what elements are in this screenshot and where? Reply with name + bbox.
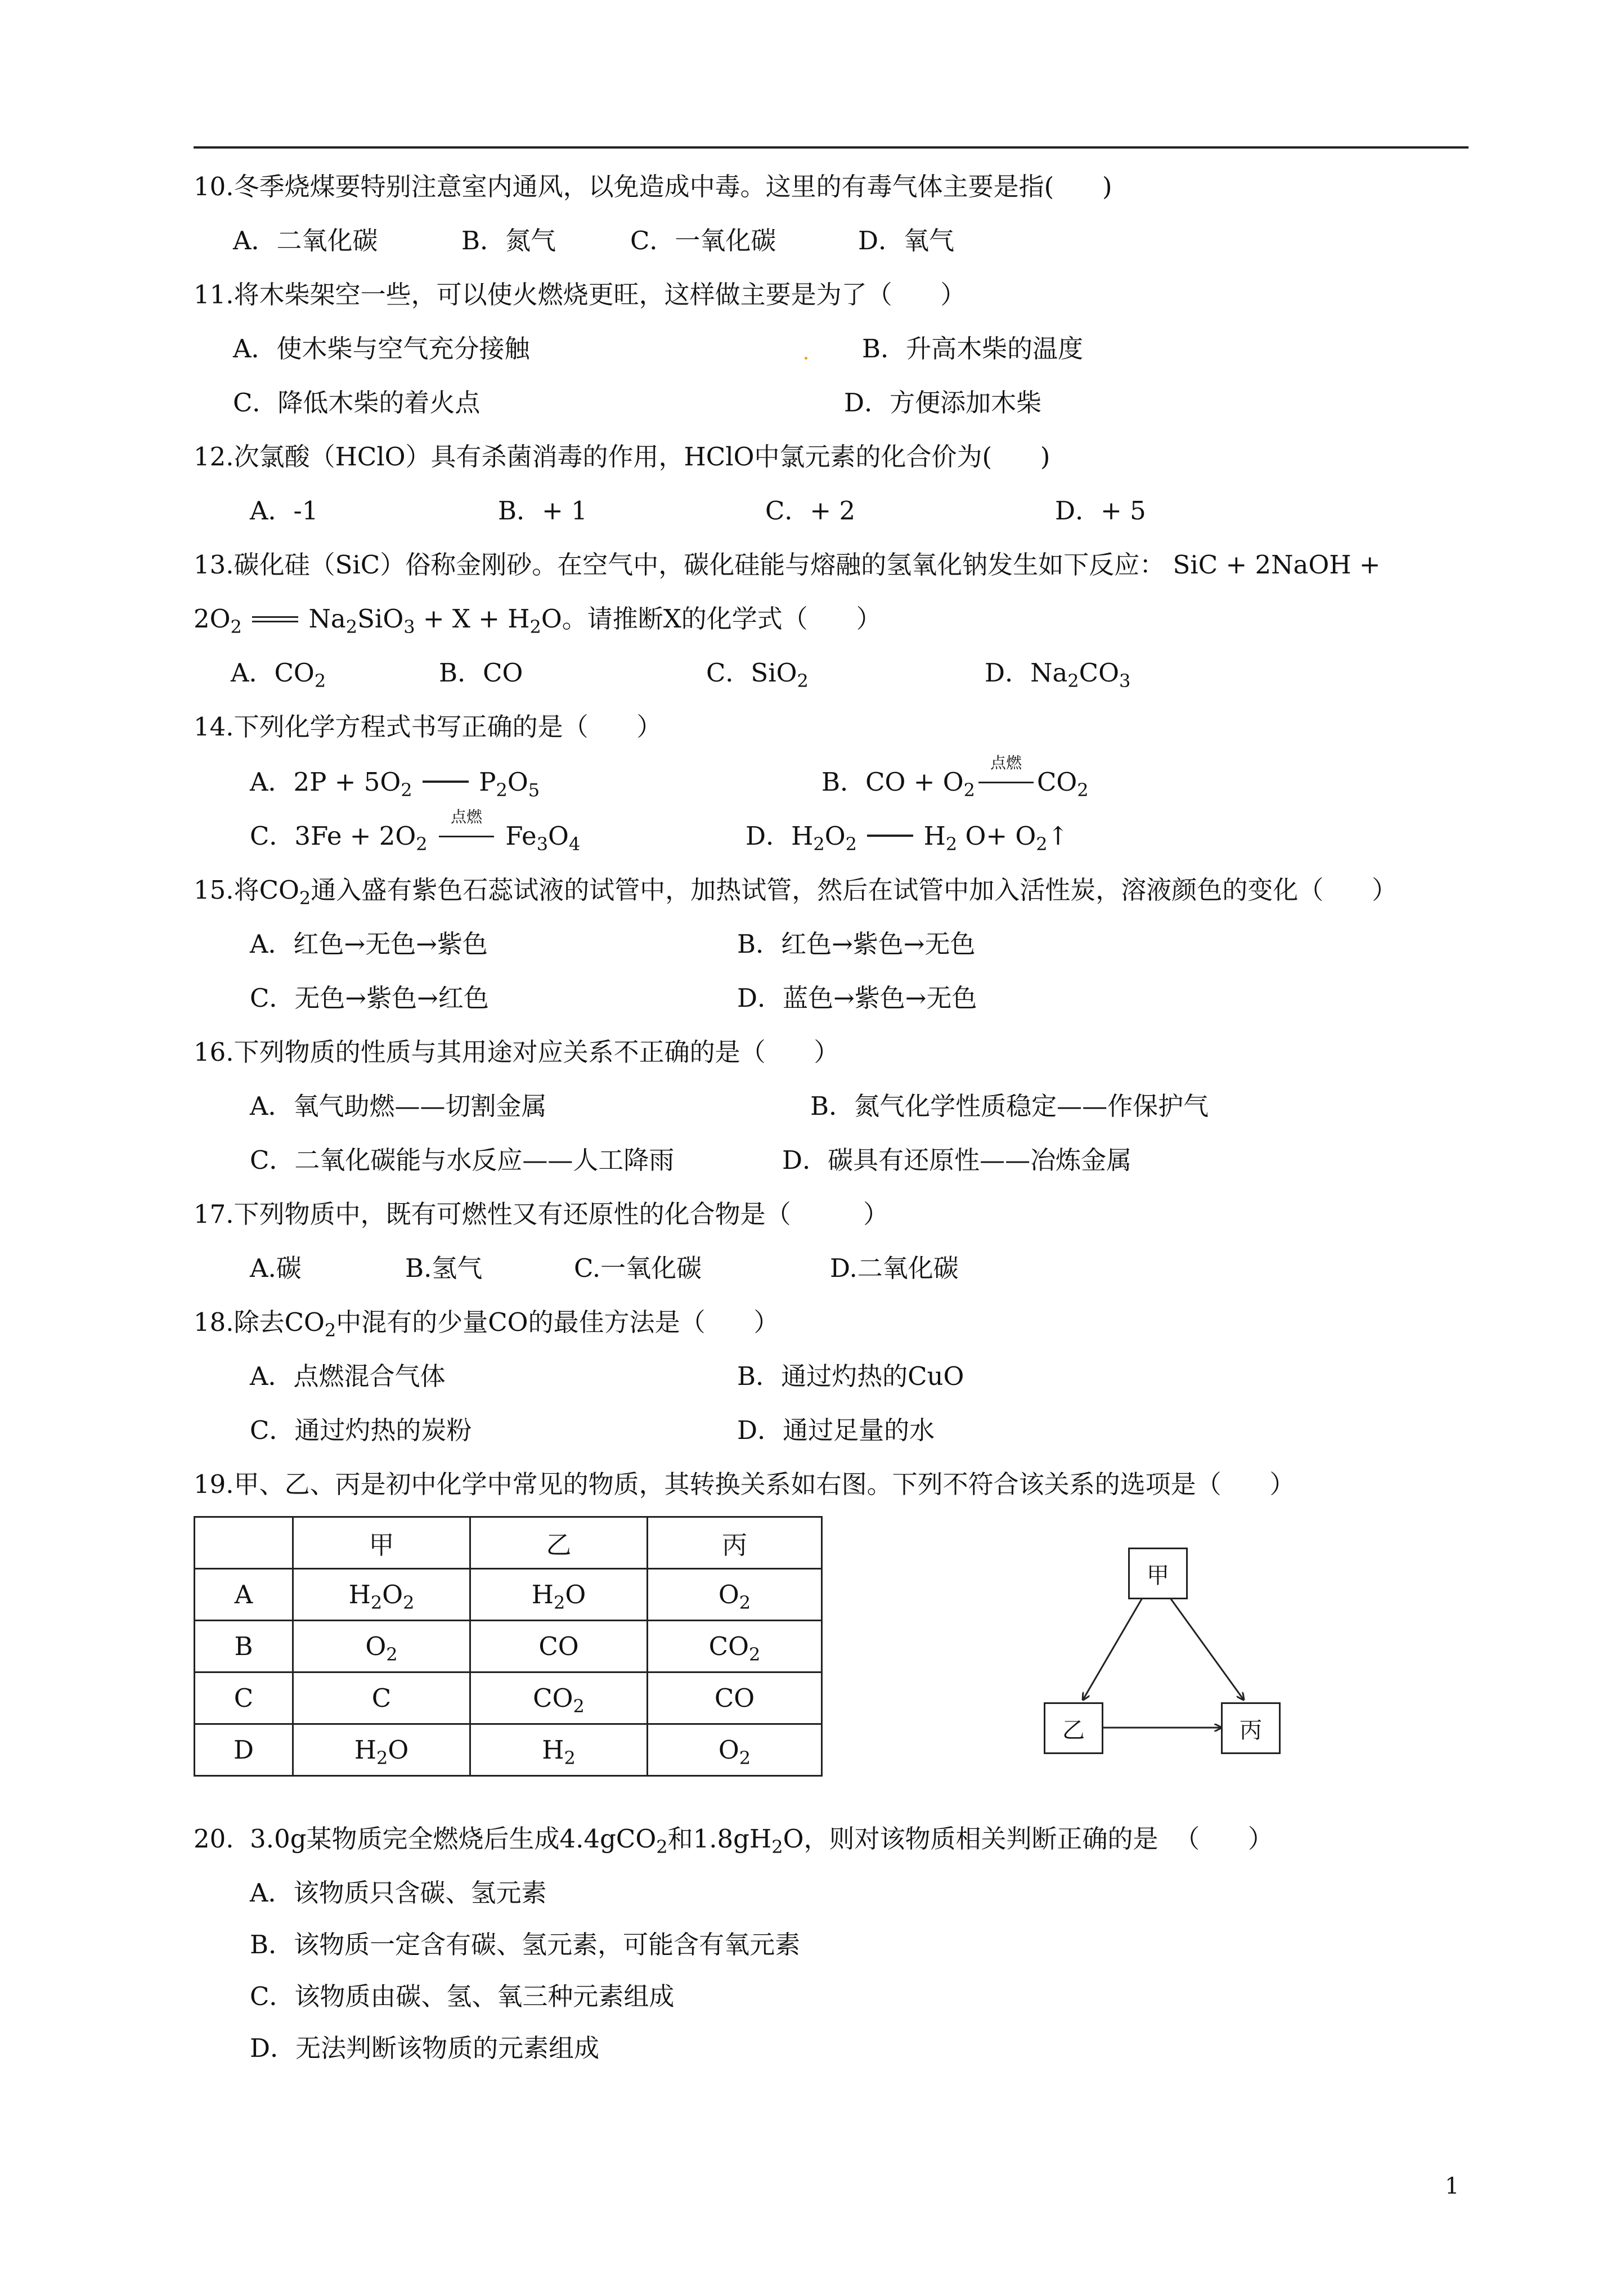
diagram-node-jia: 甲 bbox=[1128, 1548, 1188, 1599]
q13-option-b: B．CO bbox=[439, 658, 523, 688]
q11-option-a: A．使木柴与空气充分接触 bbox=[233, 334, 530, 364]
q17-option-b: B.氢气 bbox=[405, 1253, 483, 1283]
table-cell: $CO_2$ bbox=[470, 1672, 648, 1724]
q18-option-b: B．通过灼热的CuO bbox=[737, 1361, 964, 1391]
table-cell: $H_2O$ bbox=[293, 1724, 470, 1776]
table-cell: $O_2$ bbox=[648, 1724, 822, 1776]
q15-stem: 15.将$CO_2$通入盛有紫色石蕊试液的试管中，加热试管，然后在试管中加入活性炭，溶液颜色的变化（ ） bbox=[194, 875, 1398, 909]
q12-option-a: A．-1 bbox=[250, 496, 318, 526]
q10-option-d: D．氧气 bbox=[858, 226, 955, 255]
table-header-cell: 丙 bbox=[648, 1517, 822, 1569]
equals-sign bbox=[250, 608, 300, 631]
q11-option-b: B．升高木柴的温度 bbox=[862, 334, 1084, 364]
q20-stem: 20. 3.0g某物质完全燃烧后生成4.4gCO$_2$和$1.8gH_2O$，则对该物质相关判断正确的是 （ ） bbox=[194, 1824, 1273, 1858]
table-cell: $O_2$ bbox=[648, 1569, 822, 1621]
table-cell: $CO_2$ bbox=[648, 1621, 822, 1672]
table-cell: $H_2$ bbox=[470, 1724, 648, 1776]
diagram-node-bing: 丙 bbox=[1221, 1702, 1281, 1754]
table-cell: A bbox=[195, 1569, 293, 1621]
q12-option-b: B．+ 1 bbox=[498, 496, 587, 526]
q13-option-a: A．$CO_2$ bbox=[231, 658, 326, 692]
q14-stem: 14.下列化学方程式书写正确的是（ ） bbox=[194, 712, 662, 742]
diagram-node-yi: 乙 bbox=[1044, 1702, 1103, 1754]
q14-option-c: C．$3Fe + 2O_2$ 点燃 $Fe_3O_4$ bbox=[250, 808, 581, 855]
q14-option-d: D．$H_2O_2$ $H_2$ $O+ O_2↑$ bbox=[746, 821, 1069, 855]
conversion-diagram bbox=[1030, 1542, 1288, 1756]
q20-option-b: B．该物质一定含有碳、氢元素，可能含有氧元素 bbox=[250, 1930, 801, 1959]
table-cell: CO bbox=[648, 1672, 822, 1724]
table-cell: C bbox=[293, 1672, 470, 1724]
table-cell: D bbox=[195, 1724, 293, 1776]
q13-option-c: C．SiO$_2$ bbox=[706, 658, 809, 692]
table-row bbox=[195, 1672, 822, 1724]
table-row bbox=[195, 1569, 822, 1621]
q20-option-c: C．该物质由碳、氢、氧三种元素组成 bbox=[250, 1981, 675, 2011]
q16-option-b: B．氮气化学性质稳定——作保护气 bbox=[810, 1091, 1209, 1121]
q14-option-b: B．CO + $O_2$ 点燃 $CO_2$ bbox=[821, 754, 1089, 801]
q13-stem-line2: $2O_2$ $Na_2SiO_3 + X + H_2O$。请推断X的化学式（ ） bbox=[194, 604, 882, 638]
q16-option-a: A．氧气助燃——切割金属 bbox=[250, 1091, 547, 1121]
q16-stem: 16.下列物质的性质与其用途对应关系不正确的是（ ） bbox=[194, 1037, 839, 1067]
q10-option-b: B．氮气 bbox=[461, 226, 556, 255]
table-cell: C bbox=[195, 1672, 293, 1724]
q20-option-a: A．该物质只含碳、氢元素 bbox=[250, 1878, 547, 1908]
table-cell: CO bbox=[470, 1621, 648, 1672]
header-rule bbox=[194, 146, 1469, 149]
table-cell: B bbox=[195, 1621, 293, 1672]
q12-option-d: D．+ 5 bbox=[1055, 496, 1146, 526]
q18-stem: 18.除去$CO_2$中混有的少量CO的最佳方法是（ ） bbox=[194, 1307, 779, 1341]
table-row bbox=[195, 1621, 822, 1672]
q16-option-d: D．碳具有还原性——冶炼金属 bbox=[782, 1145, 1132, 1175]
q19-table bbox=[194, 1516, 823, 1777]
q17-option-a: A.碳 bbox=[250, 1253, 302, 1283]
q15-option-a: A．红色→无色→紫色 bbox=[250, 929, 488, 959]
table-cell: $O_2$ bbox=[293, 1621, 470, 1672]
table-row bbox=[195, 1517, 822, 1569]
q15-option-c: C．无色→紫色→红色 bbox=[250, 983, 489, 1013]
q15-option-b: B．红色→紫色→无色 bbox=[737, 929, 976, 959]
table-header-cell: 乙 bbox=[470, 1517, 648, 1569]
table-header-cell: 甲 bbox=[293, 1517, 470, 1569]
table-cell: $H_2O$ bbox=[470, 1569, 648, 1621]
q13-option-d: D．$Na_2CO_3$ bbox=[985, 658, 1131, 692]
q10-stem: 10.冬季烧煤要特别注意室内通风，以免造成中毒。这里的有毒气体主要是指( ) bbox=[194, 172, 1112, 201]
q19-stem: 19.甲、乙、丙是初中化学中常见的物质，其转换关系如右图。下列不符合该关系的选项是（ ） bbox=[194, 1469, 1295, 1499]
q12-option-c: C．+ 2 bbox=[765, 496, 856, 526]
q15-option-d: D．蓝色→紫色→无色 bbox=[737, 983, 977, 1013]
table-header-cell bbox=[195, 1517, 293, 1569]
q13-stem-line1: 13.碳化硅（SiC）俗称金刚砂。在空气中，碳化硅能与熔融的氢氧化钠发生如下反应： SiC + 2NaOH + bbox=[194, 550, 1381, 580]
q16-option-c: C．二氧化碳能与水反应——人工降雨 bbox=[250, 1145, 675, 1175]
q17-option-d: D.二氧化碳 bbox=[830, 1253, 959, 1283]
q17-stem: 17.下列物质中，既有可燃性又有还原性的化合物是（ ） bbox=[194, 1199, 889, 1229]
table-cell: $H_2O_2$ bbox=[293, 1569, 470, 1621]
q10-option-a: A．二氧化碳 bbox=[233, 226, 378, 255]
q11-option-d: D．方便添加木柴 bbox=[844, 388, 1042, 418]
q18-option-a: A．点燃混合气体 bbox=[250, 1361, 446, 1391]
q11-stem: 11.将木柴架空一些，可以使火燃烧更旺，这样做主要是为了（ ） bbox=[194, 280, 966, 310]
page-number: 1 bbox=[1445, 2173, 1460, 2199]
stray-mark bbox=[805, 357, 807, 360]
table-row bbox=[195, 1724, 822, 1776]
q12-stem: 12.次氯酸（HClO）具有杀菌消毒的作用，HClO中氯元素的化合价为( ) bbox=[194, 442, 1050, 472]
q20-option-d: D．无法判断该物质的元素组成 bbox=[250, 2033, 600, 2063]
q11-option-c: C．降低木柴的着火点 bbox=[233, 388, 481, 418]
q10-option-c: C．一氧化碳 bbox=[630, 226, 776, 255]
q18-option-d: D．通过足量的水 bbox=[737, 1415, 935, 1445]
q17-option-c: C.一氧化碳 bbox=[574, 1253, 702, 1283]
q18-option-c: C．通过灼热的炭粉 bbox=[250, 1415, 472, 1445]
q14-option-a: A．$2P + 5O_2$ $P_2O_5$ bbox=[250, 767, 540, 801]
